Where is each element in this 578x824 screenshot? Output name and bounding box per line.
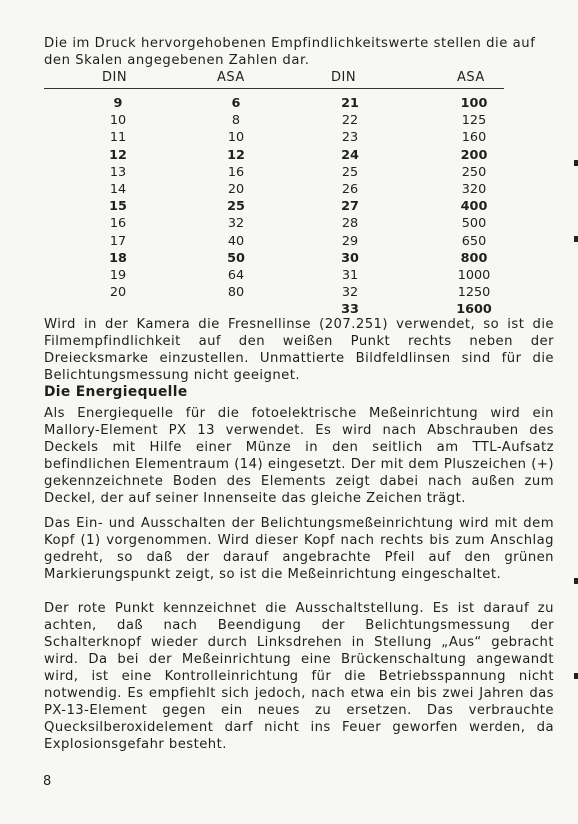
table-row — [44, 164, 504, 181]
asa-value: 20 — [227, 181, 245, 197]
asa-value: 50 — [227, 250, 245, 266]
table-row — [44, 267, 504, 284]
asa-value: 500 — [461, 216, 487, 232]
asa-value: 10 — [227, 130, 245, 146]
edge-mark — [574, 578, 578, 584]
din-value: 25 — [341, 164, 359, 180]
table-row — [44, 129, 504, 146]
din-value: 31 — [341, 267, 359, 283]
table-row — [44, 215, 504, 232]
din-value: 15 — [109, 199, 127, 215]
asa-value: 6 — [231, 96, 241, 111]
asa-value: 40 — [227, 233, 245, 249]
din-value: 21 — [341, 96, 359, 111]
edge-mark — [574, 236, 578, 242]
fresnel-paragraph: Wird in der Kamera die Fresnellinse (207.251) verwendet, so ist die Filmempfindlichkeit auf den weißen Punkt rechts neben der Dreiecksmarke einzustellen. Unmattierte Bildfeldlinsen sind für die Belichtungsmessung nicht geeignet. — [44, 317, 554, 383]
din-value: 29 — [341, 233, 359, 249]
asa-value: 16 — [227, 164, 245, 180]
asa-value: 12 — [227, 147, 245, 163]
table-row — [44, 233, 504, 250]
din-value: 12 — [109, 147, 127, 163]
table-row — [44, 181, 504, 198]
intro-text: Die im Druck hervorgehobenen Empfindlichkeitswerte stellen die auf den Skalen angegebenen Zahlen dar. — [44, 36, 536, 68]
din-value: 17 — [109, 233, 127, 249]
table-row — [44, 198, 504, 215]
edge-mark — [574, 160, 578, 166]
asa-value: 200 — [460, 147, 488, 163]
asa-value: 25 — [227, 199, 245, 215]
column-din-2: DIN — [331, 70, 357, 85]
asa-value: 1600 — [456, 302, 492, 318]
din-value: 20 — [109, 285, 127, 301]
din-value: 10 — [109, 113, 127, 129]
table-row — [44, 147, 504, 164]
din-value: 24 — [341, 147, 359, 163]
asa-value: 1250 — [457, 285, 491, 301]
sensitivity-table — [44, 95, 504, 318]
asa-value: 250 — [461, 164, 487, 180]
asa-value: 320 — [461, 181, 487, 197]
din-value: 26 — [341, 181, 359, 197]
din-value: 18 — [109, 250, 127, 266]
asa-value: 80 — [227, 285, 245, 301]
asa-value: 64 — [227, 267, 245, 283]
din-value: 32 — [341, 285, 359, 301]
asa-value: 32 — [227, 216, 245, 232]
table-row — [44, 112, 504, 129]
energy-paragraph-1: Als Energiequelle für die fotoelektrische Meßeinrichtung wird ein Mallory-Element PX 13 verwendet. Es wird nach Abschrauben des Deckels mit Hilfe einer Münze in den seitlich am TTL-Aufsatz befindlichen Elementraum (14) eingesetzt. Der mit dem Pluszeichen (+) gekennzeichnete Boden des Elements zeigt dabei nach außen zum Deckel, der auf seiner Innenseite das gleiche Zeichen trägt. — [44, 406, 554, 506]
din-value: 30 — [341, 250, 359, 266]
din-value: 19 — [109, 267, 127, 283]
asa-value: 100 — [460, 96, 488, 111]
asa-value: 400 — [460, 199, 488, 215]
table-row — [44, 250, 504, 267]
asa-value: 1000 — [457, 267, 491, 283]
energy-paragraph-3: Der rote Punkt kennzeichnet die Ausschaltstellung. Es ist darauf zu achten, daß nach Beendigung der Belichtungsmessung der Schalterknopf wieder durch Linksdrehen in Stellung „Aus“ gebracht wird. Da bei der Meßeinrichtung eine Brückenschaltung angewandt wird, ist eine Kontrolleinrichtung für die Betriebsspannung nicht notwendig. Es empfiehlt sich jedoch, nach etwa ein bis zwei Jahren das PX-13-Element gegen ein neues zu ersetzen. Das verbrauchte Quecksilberoxidelement darf nicht ins Feuer geworfen werden, da Explosionsgefahr besteht. — [44, 601, 554, 752]
din-value: 33 — [341, 302, 359, 318]
asa-value: 125 — [461, 113, 487, 129]
column-asa-2: ASA — [457, 70, 485, 85]
din-value: 28 — [341, 216, 359, 232]
table-row — [44, 284, 504, 301]
asa-value: 160 — [461, 130, 487, 146]
din-value: 16 — [109, 216, 127, 232]
din-value: 27 — [341, 199, 359, 215]
asa-value: 650 — [461, 233, 487, 249]
din-value: 9 — [113, 96, 123, 111]
edge-mark — [574, 673, 578, 679]
din-value: 22 — [341, 113, 359, 129]
table-row — [44, 95, 504, 112]
asa-value: 800 — [460, 250, 488, 266]
energy-paragraph-2: Das Ein- und Ausschalten der Belichtungsmeßeinrichtung wird mit dem Kopf (1) vorgenommen. Wird dieser Kopf nach rechts bis zum Anschlag gedreht, so daß der darauf angebrachte Pfeil auf den grünen Markierungspunkt zeigt, so ist die Meßeinrichtung eingeschaltet. — [44, 516, 554, 582]
din-value: 23 — [341, 130, 359, 146]
din-value: 14 — [109, 181, 127, 197]
energy-source-heading: Die Energiequelle — [44, 384, 188, 400]
column-din-1: DIN — [102, 70, 128, 85]
column-asa-1: ASA — [217, 70, 245, 85]
sensitivity-table-header — [44, 70, 504, 89]
din-value: 13 — [109, 164, 127, 180]
din-value: 11 — [109, 130, 127, 146]
page-number: 8 — [43, 774, 52, 789]
asa-value: 8 — [231, 113, 241, 129]
